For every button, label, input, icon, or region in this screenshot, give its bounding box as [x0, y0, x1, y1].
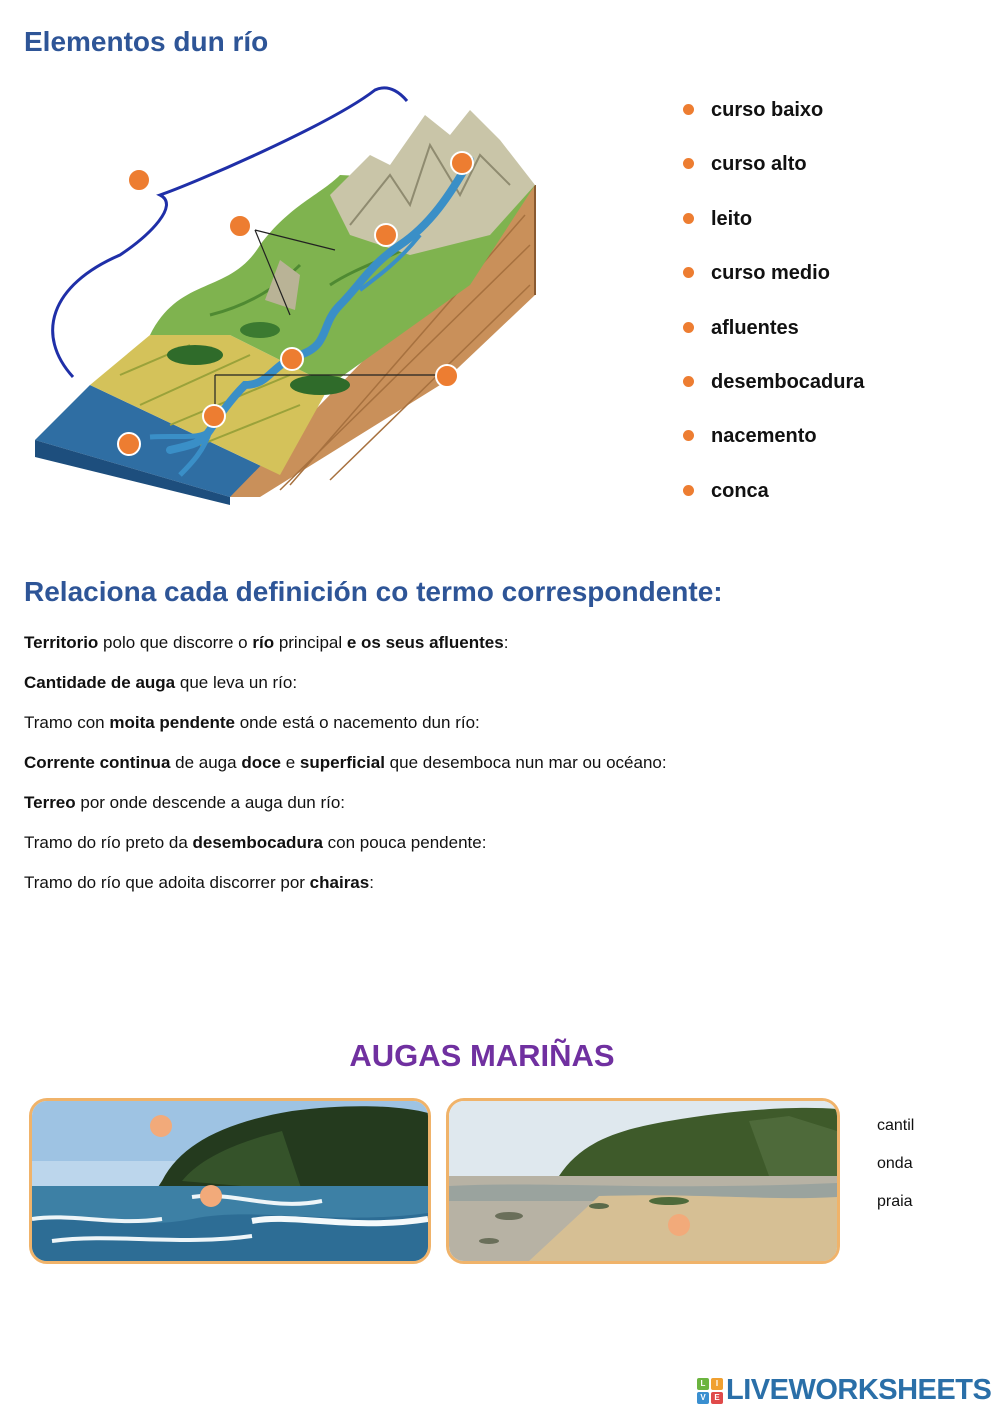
label-marker: [451, 152, 473, 174]
term-label: conca: [711, 479, 769, 502]
bullet-icon: [683, 322, 694, 333]
definition-list: [24, 630, 667, 910]
definition-text: Corrente continua: [24, 753, 171, 772]
definition-text: Territorio: [24, 633, 99, 652]
definition-text: :: [503, 633, 509, 652]
term-item: [683, 98, 864, 152]
term-label: curso medio: [711, 262, 830, 285]
definition-item: [24, 710, 667, 750]
cliff-waves-photo: [29, 1098, 431, 1264]
term-label: curso baixo: [711, 99, 824, 121]
term-item: [683, 152, 864, 206]
definition-text: Tramo do río preto da: [24, 833, 193, 852]
definition-text: desembocadura: [192, 833, 323, 852]
term-item: [683, 370, 864, 424]
term-item: [683, 207, 864, 261]
logo-letter: I: [711, 1378, 723, 1390]
logo-letter: L: [697, 1378, 709, 1390]
definition-item: [24, 750, 667, 790]
definition-text: chairas: [309, 873, 370, 892]
label-marker: [128, 169, 150, 191]
definition-text: Tramo con: [24, 713, 110, 732]
term-label: leito: [711, 207, 753, 230]
bullet-icon: [683, 376, 694, 387]
logo-letter: V: [697, 1392, 709, 1404]
definition-text: que desemboca nun mar ou océano:: [384, 753, 667, 772]
bullet-icon: [683, 485, 694, 496]
definition-text: e: [281, 753, 300, 772]
definition-text: Terreo: [24, 793, 76, 812]
definition-text: de auga: [170, 753, 242, 772]
term-item: [683, 261, 864, 315]
definition-text: con pouca pendente:: [322, 833, 487, 852]
term-label: desembocadura: [711, 370, 865, 393]
definition-text: por onde descende a auga dun río:: [75, 793, 346, 812]
term-list: [683, 98, 864, 533]
definition-text: que leva un río:: [175, 673, 298, 692]
term-item: [683, 479, 864, 533]
term-label: nacemento: [711, 425, 817, 448]
brand-name: LIVEWORKSHEETS: [726, 1374, 992, 1406]
marine-term: cantil: [877, 1117, 915, 1134]
term-label: curso alto: [711, 153, 807, 176]
definition-text: e os seus afluentes: [346, 633, 504, 652]
label-marker: [436, 365, 458, 387]
river-landscape-diagram: [30, 85, 550, 505]
instruction-heading: Relaciona cada definición co termo correspondente:: [24, 576, 723, 607]
liveworksheets-logo-icon: [697, 1378, 723, 1404]
marine-heading: AUGAS MARIÑAS: [349, 1038, 615, 1073]
bullet-icon: [683, 158, 694, 169]
logo-letter: E: [711, 1392, 723, 1404]
brand-footer: [697, 1374, 991, 1407]
bullet-icon: [683, 267, 694, 278]
label-marker: [150, 1115, 172, 1137]
label-marker: [203, 405, 225, 427]
term-item: [683, 424, 864, 478]
term-item: [683, 316, 864, 370]
definition-text: polo que discorre o: [98, 633, 253, 652]
definition-text: moita pendente: [109, 713, 235, 732]
definition-item: [24, 670, 667, 710]
bullet-icon: [683, 104, 694, 115]
label-marker: [200, 1185, 222, 1207]
definition-item: [24, 790, 667, 830]
bullet-icon: [683, 430, 694, 441]
beach-photo: [446, 1098, 840, 1264]
definition-text: Tramo do río que adoita discorrer por: [24, 873, 310, 892]
label-marker: [668, 1214, 690, 1236]
label-marker: [375, 224, 397, 246]
definition-item: [24, 870, 667, 910]
marine-term: praia: [877, 1193, 913, 1210]
definition-text: río: [252, 633, 275, 652]
marine-term-list: [877, 1114, 914, 1228]
bullet-icon: [683, 213, 694, 224]
label-marker: [118, 433, 140, 455]
definition-text: onde está o nacemento dun río:: [234, 713, 480, 732]
term-label: afluentes: [711, 316, 799, 339]
definition-item: [24, 830, 667, 870]
definition-item: [24, 630, 667, 670]
label-marker: [229, 215, 251, 237]
definition-text: :: [369, 873, 374, 892]
label-marker: [281, 348, 303, 370]
definition-text: Cantidade de auga: [24, 673, 176, 692]
definition-text: superficial: [299, 753, 385, 772]
page-title: Elementos dun río: [24, 26, 269, 57]
definition-text: principal: [274, 633, 347, 652]
definition-text: doce: [241, 753, 281, 772]
marine-term: onda: [877, 1155, 913, 1172]
